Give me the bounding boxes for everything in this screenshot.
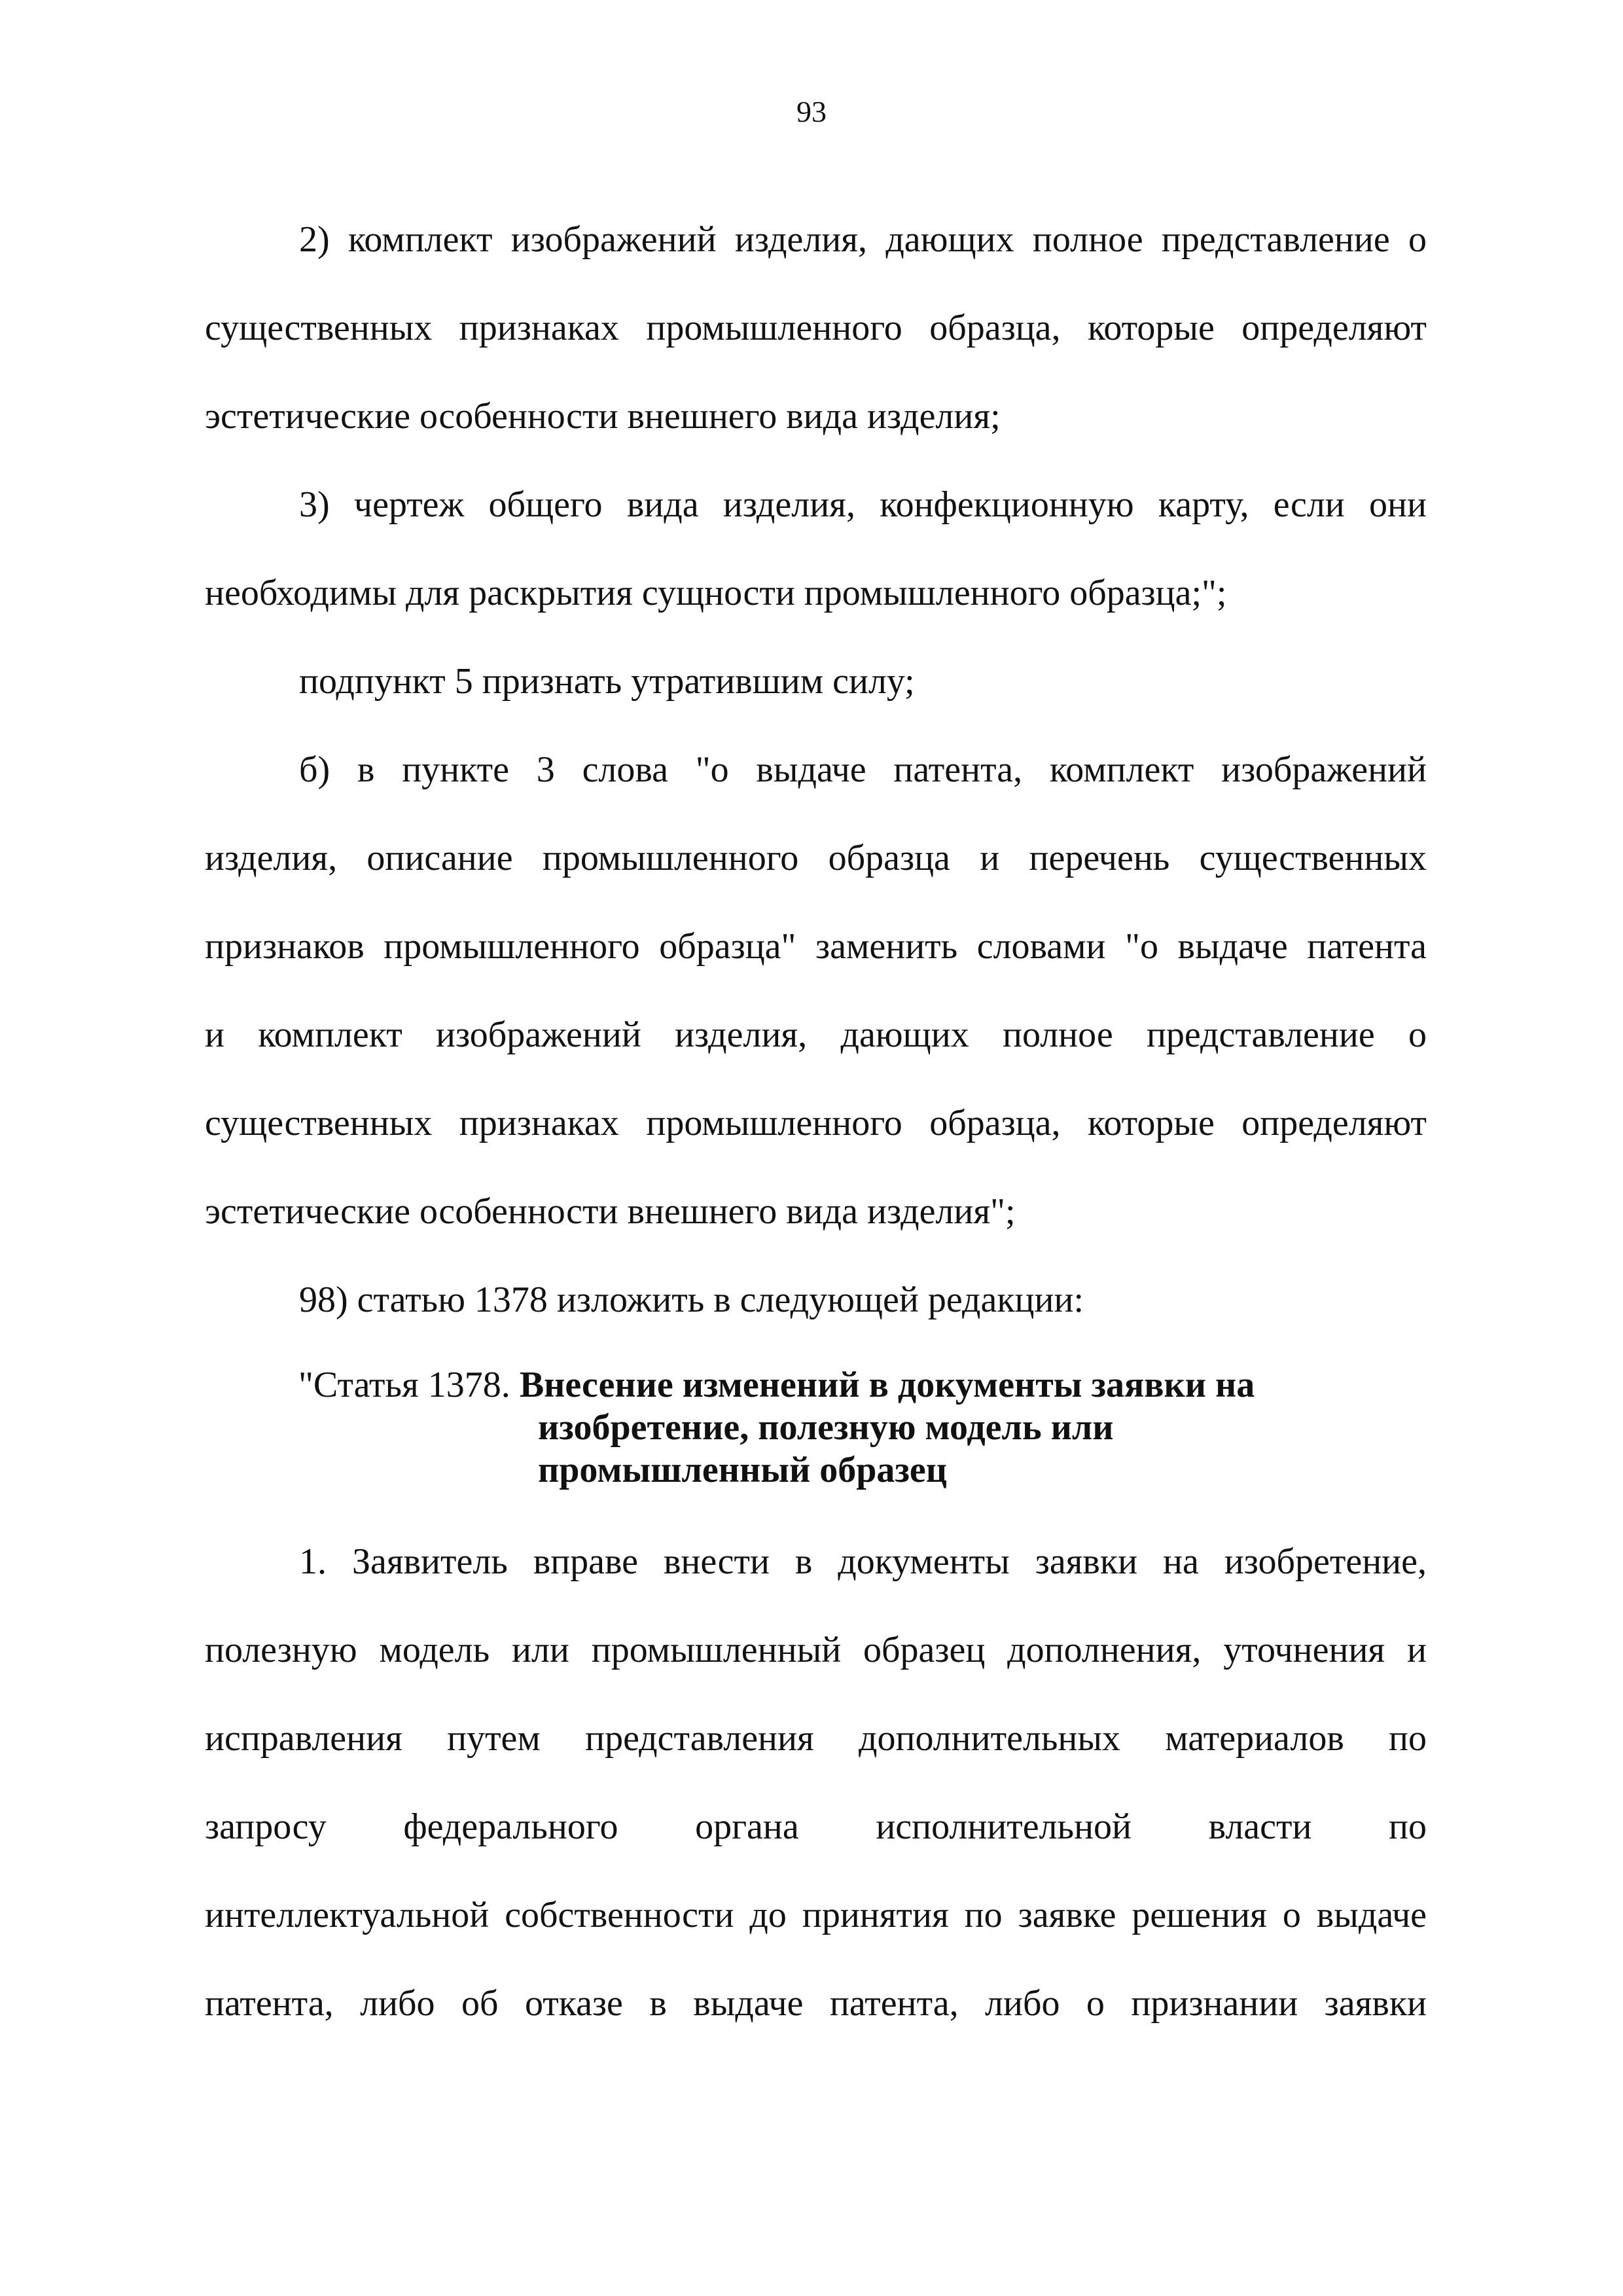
text-line: 98) статью 1378 изложить в следующей редакции: <box>299 1280 1084 1320</box>
text-line: патента, либо об отказе в выдаче патента, либо о признании заявки <box>205 1983 1427 2024</box>
text-line: интеллектуальной собственности до принятия по заявке решения о выдаче <box>205 1895 1427 1935</box>
text-line: подпункт 5 признать утратившим силу; <box>299 661 915 702</box>
text-line: полезную модель или промышленный образец дополнения, уточнения и <box>205 1630 1427 1670</box>
page-number: 93 <box>796 95 827 128</box>
text-line: эстетические особенности внешнего вида изделия; <box>205 396 1001 437</box>
article-number: "Статья 1378. <box>298 1365 510 1405</box>
text-line: эстетические особенности внешнего вида изделия"; <box>205 1191 1016 1232</box>
article-heading <box>298 1367 1255 1403</box>
text-line: изделия, описание промышленного образца и перечень существенных <box>205 838 1427 878</box>
text-line: б) в пункте 3 слова "о выдаче патента, комплект изображений <box>299 749 1427 790</box>
text-line: 2) комплект изображений изделия, дающих полное представление о <box>299 219 1427 260</box>
text-line: запросу федерального органа исполнительной власти по <box>205 1806 1427 1847</box>
article-title-continued: изобретение, полезную модель или <box>538 1407 1114 1448</box>
text-line: и комплект изображений изделия, дающих полное представление о <box>205 1014 1427 1055</box>
article-title-continued: промышленный образец <box>538 1450 948 1490</box>
text-line: признаков промышленного образца" заменить словами "о выдаче патента <box>205 926 1427 967</box>
text-line: исправления путем представления дополнительных материалов по <box>205 1718 1427 1759</box>
text-line: существенных признаках промышленного образца, которые определяют <box>205 308 1427 348</box>
text-line: 3) чертеж общего вида изделия, конфекционную карту, если они <box>299 484 1427 525</box>
text-line: 1. Заявитель вправе внести в документы заявки на изобретение, <box>299 1541 1427 1582</box>
article-title: Внесение изменений в документы заявки на <box>519 1365 1255 1405</box>
text-line: существенных признаках промышленного образца, которые определяют <box>205 1103 1427 1143</box>
text-line: необходимы для раскрытия сущности промышленного образца;"; <box>205 573 1227 613</box>
